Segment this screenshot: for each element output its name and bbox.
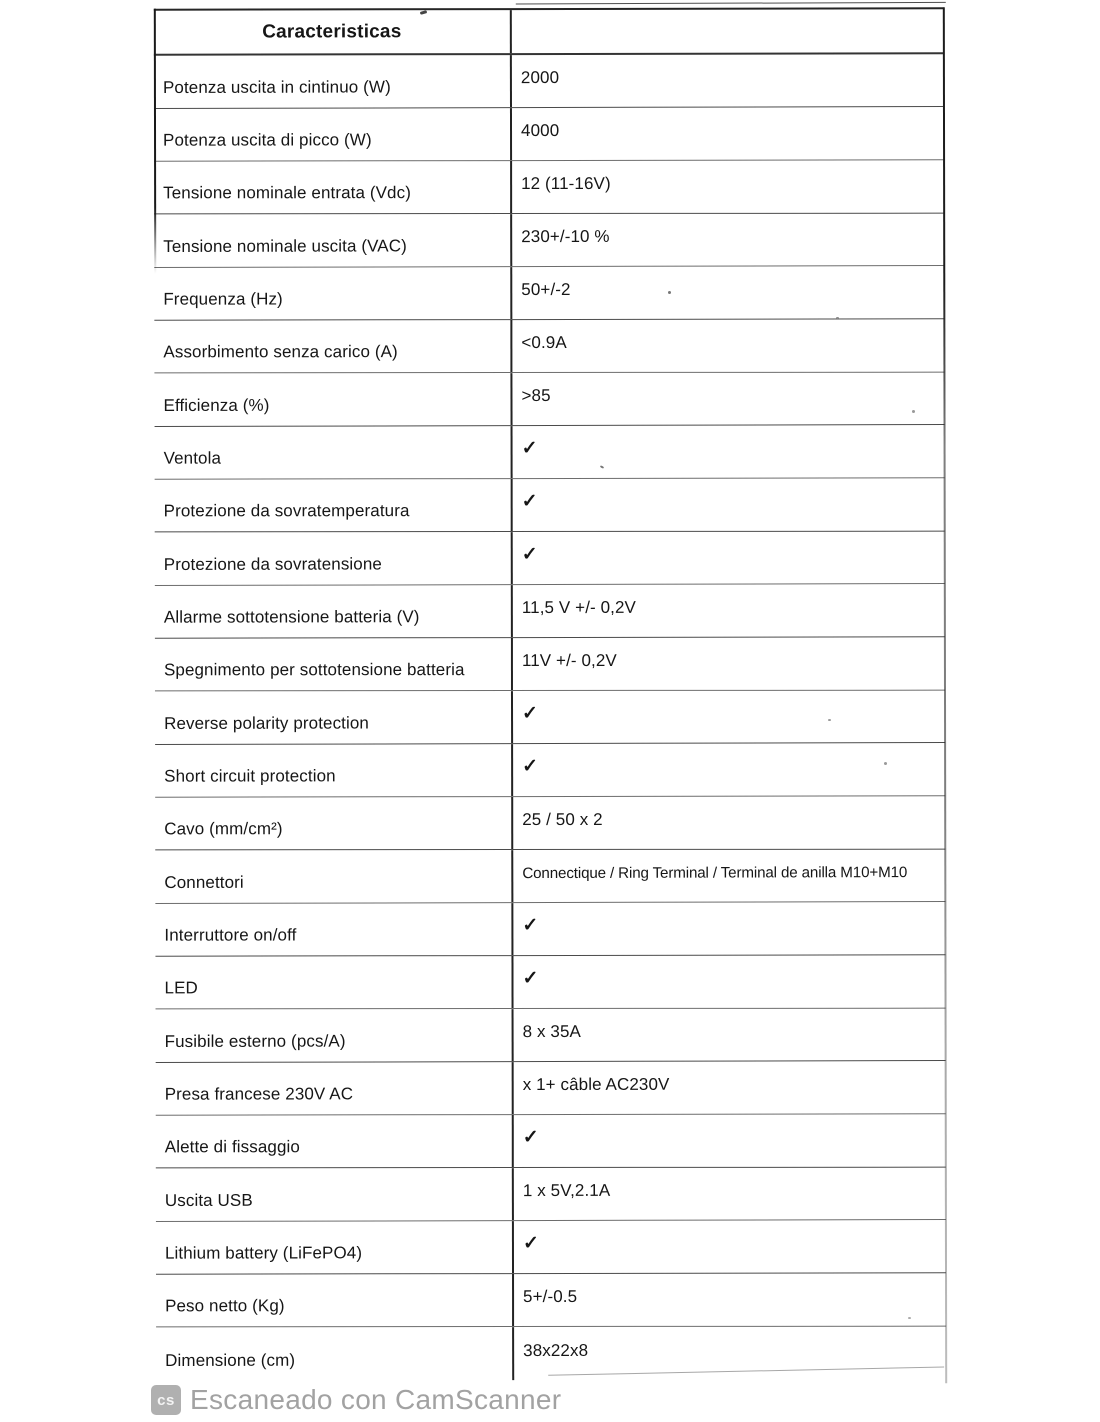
table-row [154, 213, 944, 268]
table-row [156, 1115, 946, 1169]
spec-label-cell [155, 585, 513, 638]
table-row [156, 1167, 946, 1222]
table-row [155, 956, 945, 1010]
spec-label: Allarme sottotensione batteria (V) [163, 607, 420, 627]
spec-value: 11V +/- 0,2V [521, 650, 617, 671]
scan-speck [908, 1317, 911, 1319]
table-row [156, 1061, 946, 1115]
table-row [155, 425, 945, 479]
spec-label: Uscita USB [164, 1190, 253, 1211]
spec-value-cell [514, 1115, 946, 1167]
spec-label-cell [155, 532, 513, 585]
spec-value-cell [512, 161, 944, 213]
spec-value-cell [514, 1008, 946, 1061]
spec-label-cell [155, 479, 513, 531]
spec-label: Frequenza (Hz) [163, 289, 283, 309]
spec-label: Short circuit protection [164, 766, 336, 786]
spec-label-cell [155, 691, 513, 744]
spec-label-cell [154, 267, 512, 320]
spec-label: Connettori [164, 872, 244, 893]
spec-value: 4000 [521, 120, 560, 141]
spec-value-cell [512, 372, 944, 425]
scan-speck [912, 410, 915, 413]
spec-value-cell [513, 743, 945, 796]
spec-label-cell [154, 373, 512, 426]
spec-value: 8 x 35A [522, 1021, 581, 1042]
spec-label: Fusibile esterno (pcs/A) [164, 1031, 346, 1052]
table-row [154, 161, 944, 215]
spec-value: ✓ [522, 702, 539, 724]
spec-value: 1 x 5V,2.1A [522, 1180, 611, 1201]
table-row [154, 54, 944, 109]
spec-value: >85 [521, 385, 551, 406]
spec-value-cell [514, 1167, 946, 1220]
spec-value: ✓ [521, 490, 538, 512]
spec-label: Spegnimento per sottotensione batteria [163, 660, 465, 680]
spec-value: ✓ [522, 1232, 540, 1254]
spec-value-cell [513, 425, 945, 478]
spec-value-cell [514, 1220, 946, 1273]
spec-label: Dimensione (cm) [165, 1350, 296, 1370]
spec-value: 25 / 50 x 2 [522, 809, 603, 830]
spec-value-cell [512, 54, 944, 107]
table-body [154, 54, 946, 1380]
spec-value: 5+/-0.5 [523, 1286, 578, 1307]
spec-value-cell [513, 479, 945, 531]
spec-value: 230+/-10 % [521, 226, 610, 247]
table-row [156, 1326, 946, 1381]
spec-label-cell [154, 320, 512, 372]
spec-label-cell [155, 850, 513, 903]
spec-label: Tensione nominale uscita (VAC) [163, 236, 407, 257]
table-row [155, 743, 945, 797]
table-row [154, 372, 944, 427]
table-row [156, 1274, 946, 1328]
spec-value-cell [513, 956, 945, 1008]
spec-label-cell [155, 744, 513, 797]
table-row [155, 584, 945, 638]
spec-value-cell [514, 1274, 946, 1326]
spec-value: 50+/-2 [521, 279, 571, 300]
spec-label-cell [155, 638, 513, 690]
table-row [155, 849, 945, 904]
spec-value-cell [513, 531, 945, 584]
spec-label: Efficienza (%) [163, 395, 270, 416]
spec-value-cell [513, 584, 945, 637]
table-row [154, 107, 944, 161]
spec-value: ✓ [521, 543, 538, 565]
spec-label: LED [164, 978, 198, 998]
spec-label: Protezione da sovratemperatura [163, 501, 410, 521]
scan-speck [828, 719, 831, 721]
spec-value: 12 (11-16V) [521, 173, 611, 194]
spec-label: Tensione nominale entrata (Vdc) [163, 183, 411, 203]
spec-label-cell [156, 1221, 514, 1274]
spec-label: Interruttore on/off [164, 925, 297, 945]
spec-label-cell [155, 426, 513, 479]
spec-label: Peso netto (Kg) [165, 1296, 285, 1316]
scan-speck [884, 762, 887, 765]
spec-label: Reverse polarity protection [164, 713, 370, 734]
spec-value-cell [512, 107, 944, 160]
table-row [155, 531, 945, 586]
spec-label-cell [155, 797, 513, 849]
spec-value: ✓ [522, 1126, 539, 1148]
table-row [155, 479, 945, 533]
spec-label-cell [155, 903, 513, 956]
spec-value-cell [512, 320, 944, 372]
table-row [155, 797, 945, 851]
spec-label: Lithium battery (LiFePO4) [164, 1243, 363, 1263]
table-header-title: Caracteristicas [262, 20, 402, 43]
spec-value: ✓ [521, 437, 538, 459]
table-header-row [154, 7, 944, 55]
spec-value-cell [513, 690, 945, 743]
spec-value: 2000 [520, 67, 560, 88]
spec-value-cell [513, 849, 945, 902]
scan-speck [668, 291, 671, 294]
scan-double-line [516, 2, 946, 5]
camscanner-watermark [151, 1384, 561, 1416]
spec-label-cell [154, 161, 512, 213]
spec-label: Potenza uscita di picco (W) [163, 130, 372, 150]
spec-value: x 1+ câble AC230V [522, 1074, 670, 1095]
spec-table [154, 7, 946, 1380]
table-row [154, 266, 944, 320]
table-row [156, 1220, 946, 1274]
spec-value: <0.9A [521, 332, 567, 353]
table-row [155, 638, 945, 692]
spec-label: Cavo (mm/cm²) [164, 819, 283, 839]
spec-label-cell [154, 108, 512, 161]
spec-value: ✓ [522, 914, 539, 936]
spec-value-cell [513, 797, 945, 849]
spec-value-cell [513, 638, 945, 690]
spec-label-cell [156, 1168, 514, 1221]
table-row [155, 902, 945, 956]
spec-label: Alette di fissaggio [164, 1137, 300, 1157]
spec-value-cell [512, 266, 944, 319]
spec-label: Protezione da sovratensione [163, 554, 382, 575]
camscanner-logo-icon: cs [151, 1385, 181, 1415]
spec-label-cell [156, 1009, 514, 1062]
spec-value: ✓ [522, 755, 539, 777]
spec-label: Assorbimento senza carico (A) [163, 342, 398, 362]
spec-label: Potenza uscita in cintinuo (W) [162, 77, 391, 98]
spec-value-cell [514, 1061, 946, 1114]
spec-value: 11,5 V +/- 0,2V [521, 597, 636, 618]
spec-label-cell [156, 1115, 514, 1167]
spec-label: Ventola [163, 448, 222, 468]
spec-label-cell [154, 55, 512, 108]
spec-label-cell [156, 1327, 514, 1381]
table-row [156, 1008, 946, 1063]
table-header-cell [154, 10, 512, 54]
spec-label-cell [156, 1062, 514, 1115]
table-header-empty-cell [512, 9, 944, 53]
spec-value: ✓ [522, 967, 539, 989]
spec-value-cell [512, 213, 944, 266]
spec-label-cell [155, 956, 513, 1008]
spec-label-cell [156, 1274, 514, 1326]
scan-speck [836, 317, 839, 319]
spec-label: Presa francese 230V AC [164, 1084, 354, 1104]
spec-value-cell [513, 902, 945, 955]
watermark-text: Escaneado con CamScanner [190, 1384, 562, 1415]
spec-value: Connectique / Ring Terminal / Terminal de anilla M10+M10 [522, 863, 908, 882]
spec-label-cell [154, 214, 512, 267]
table-row [155, 690, 945, 745]
table-row [154, 320, 944, 374]
spec-value: 38x22x8 [523, 1340, 589, 1360]
